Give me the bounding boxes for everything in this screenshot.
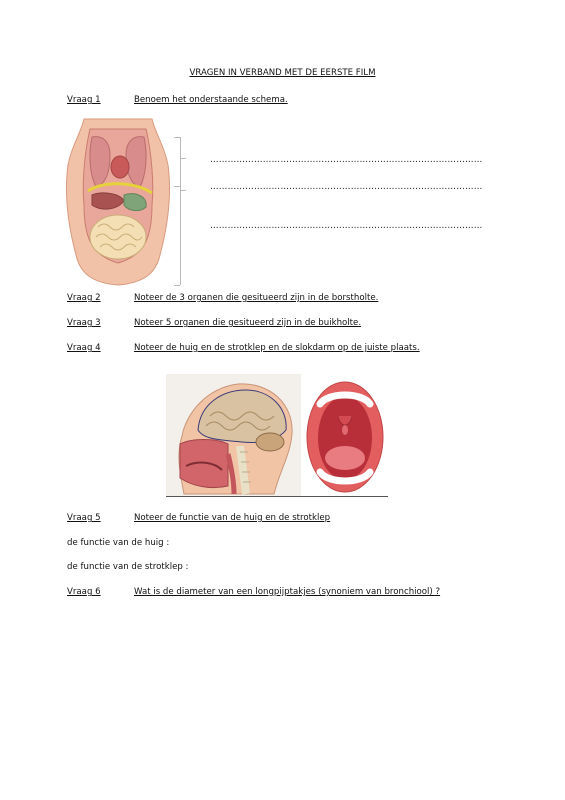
question-1-label: Vraag 1	[67, 95, 101, 105]
answer-blank-line[interactable]: …………………………………………………………………………………	[210, 155, 483, 165]
page-title: VRAGEN IN VERBAND MET DE EERSTE FILM	[189, 68, 376, 78]
question-3-text: Noteer 5 organen die gesitueerd zijn in de buikholte.	[134, 318, 362, 328]
question-5-label: Vraag 5	[67, 513, 101, 523]
question-5-text: Noteer de functie van de huig en de strotklep	[134, 513, 331, 523]
bracket-tick	[180, 190, 186, 191]
answer-blank-line[interactable]: …………………………………………………………………………………	[210, 182, 483, 192]
strotklep-function-prompt: de functie van de strotklep :	[67, 562, 189, 572]
bracket-tick	[180, 158, 186, 159]
open-mouth-illustration	[304, 378, 386, 496]
question-6-text: Wat is de diameter van een longpijptakjes (synoniem van bronchiool) ?	[134, 587, 441, 597]
head-cross-section-illustration	[166, 374, 301, 496]
question-2-text: Noteer de 3 organen die gesitueerd zijn in de borstholte.	[134, 293, 379, 303]
huig-function-prompt: de functie van de huig :	[67, 538, 170, 548]
bracket-tick	[174, 186, 180, 187]
bracket-tick	[174, 285, 180, 286]
question-1-text: Benoem het onderstaande schema.	[134, 95, 288, 105]
answer-blank-line[interactable]: …………………………………………………………………………………	[210, 221, 483, 231]
question-6-label: Vraag 6	[67, 587, 101, 597]
question-2-label: Vraag 2	[67, 293, 101, 303]
question-4-label: Vraag 4	[67, 343, 101, 353]
question-4-text: Noteer de huig en de strotklep en de slokdarm op de juiste plaats.	[134, 343, 420, 353]
torso-organs-illustration	[62, 115, 174, 287]
question-3-label: Vraag 3	[67, 318, 101, 328]
bracket-line	[180, 137, 181, 285]
image-baseline	[166, 496, 388, 497]
bracket-tick	[174, 137, 180, 138]
